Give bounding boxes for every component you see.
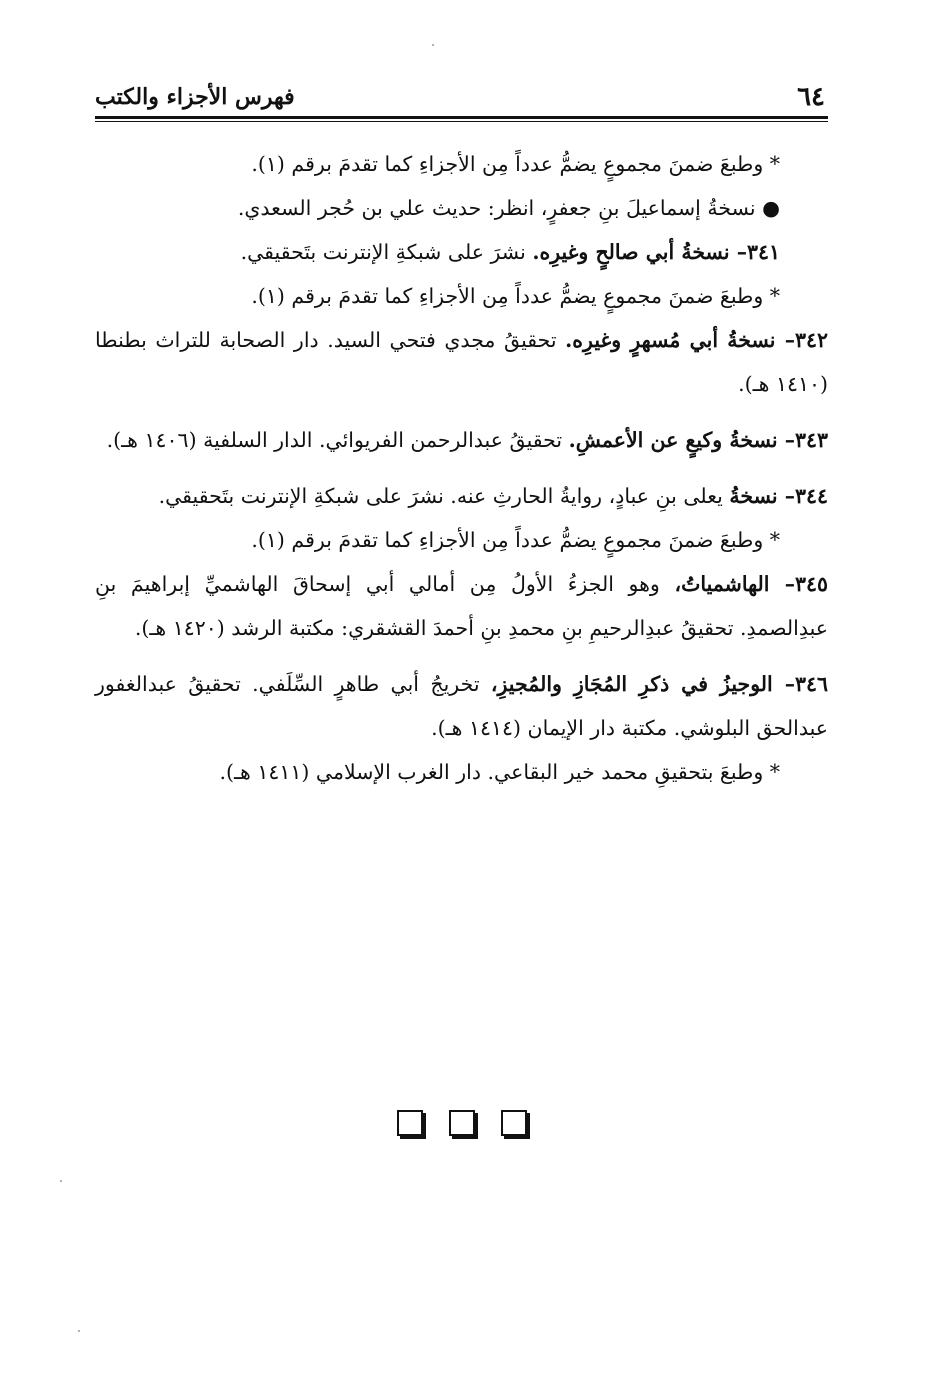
body-text (95, 142, 828, 794)
paragraph (95, 474, 828, 518)
entry-text: نشرَ على شبكةِ الإنترنت بتَحقيقي. (240, 240, 533, 264)
paragraph (95, 418, 828, 462)
entry-text: تخريجُ أبي طاهرٍ السِّلَفي. تحقيقُ عبدالغفور عبدالحق البلوشي. مكتبة دار الإيمان (١٤١٤ هـ). (95, 672, 828, 740)
entry-heading: ٣٤١– نسخةُ أبي صالحٍ وغيرِه. (532, 240, 780, 264)
ornament-box-icon (397, 1110, 423, 1136)
entry-text: يعلى بنِ عبادٍ، روايةُ الحارثِ عنه. نشرَ على شبكةِ الإنترنت بتَحقيقي. (158, 484, 730, 508)
page-number: ٦٤ (797, 82, 825, 112)
entry-text: وهو الجزءُ الأولُ مِن أمالي أبي إسحاقَ الهاشميِّ إبراهيمَ بنِ عبدِالصمدِ. تحقيقُ عبدِالرحيمِ بنِ محمدِ بنِ أحمدَ القشقري: مكتبة الرشد (١٤٢٠ هـ). (95, 572, 828, 640)
entry-text: تحقيقُ عبدالرحمن الفريوائي. الدار السلفية (١٤٠٦ هـ). (106, 428, 569, 452)
paragraph (95, 142, 828, 186)
entry-heading: ٣٤٣– نسخةُ وكيعٍ عن الأعمشِ. (568, 428, 828, 452)
section-end-ornament (397, 1110, 527, 1138)
paragraph (95, 186, 828, 230)
entry-text: * وطبعَ ضمنَ مجموعٍ يضمُّ عدداً مِن الأجزاءِ كما تقدمَ برقم (١). (251, 152, 780, 176)
entry-text: * وطبعَ بتحقيقِ محمد خير البقاعي. دار الغرب الإسلامي (١٤١١ هـ). (219, 760, 780, 784)
paragraph (95, 750, 828, 794)
paragraph (95, 518, 828, 562)
page-header (95, 82, 825, 118)
scan-speck (60, 1180, 62, 1182)
entry-heading: ٣٤٤– نسخةُ (729, 484, 828, 508)
header-rule-thin (95, 121, 828, 122)
scan-speck (432, 44, 434, 46)
paragraph (95, 562, 828, 650)
ornament-box-icon (501, 1110, 527, 1136)
entry-text: ● نسخةُ إسماعيلَ بنِ جعفرٍ، انظر: حديث علي بن حُجر السعدي. (237, 196, 780, 220)
paragraph (95, 230, 828, 274)
ornament-box-icon (449, 1110, 475, 1136)
paragraph (95, 318, 828, 406)
entry-text: * وطبعَ ضمنَ مجموعٍ يضمُّ عدداً مِن الأجزاءِ كما تقدمَ برقم (١). (251, 284, 780, 308)
header-rule-thick (95, 116, 828, 119)
entry-heading: ٣٤٦– الوجيزُ في ذكرِ المُجَازِ والمُجيزِ، (490, 672, 828, 696)
running-title: فهرس الأجزاء والكتب (95, 84, 295, 110)
entry-heading: ٣٤٢– نسخةُ أبي مُسهرٍ وغيرِه. (565, 328, 829, 352)
entry-heading: ٣٤٥– الهاشمياتُ، (674, 572, 828, 596)
scan-speck (78, 1330, 80, 1332)
entry-text: * وطبعَ ضمنَ مجموعٍ يضمُّ عدداً مِن الأجزاءِ كما تقدمَ برقم (١). (251, 528, 780, 552)
entry-text: تحقيقُ مجدي فتحي السيد. دار الصحابة للتراث بطنطا (١٤١٠ هـ). (95, 328, 828, 396)
paragraph (95, 274, 828, 318)
paragraph (95, 662, 828, 750)
